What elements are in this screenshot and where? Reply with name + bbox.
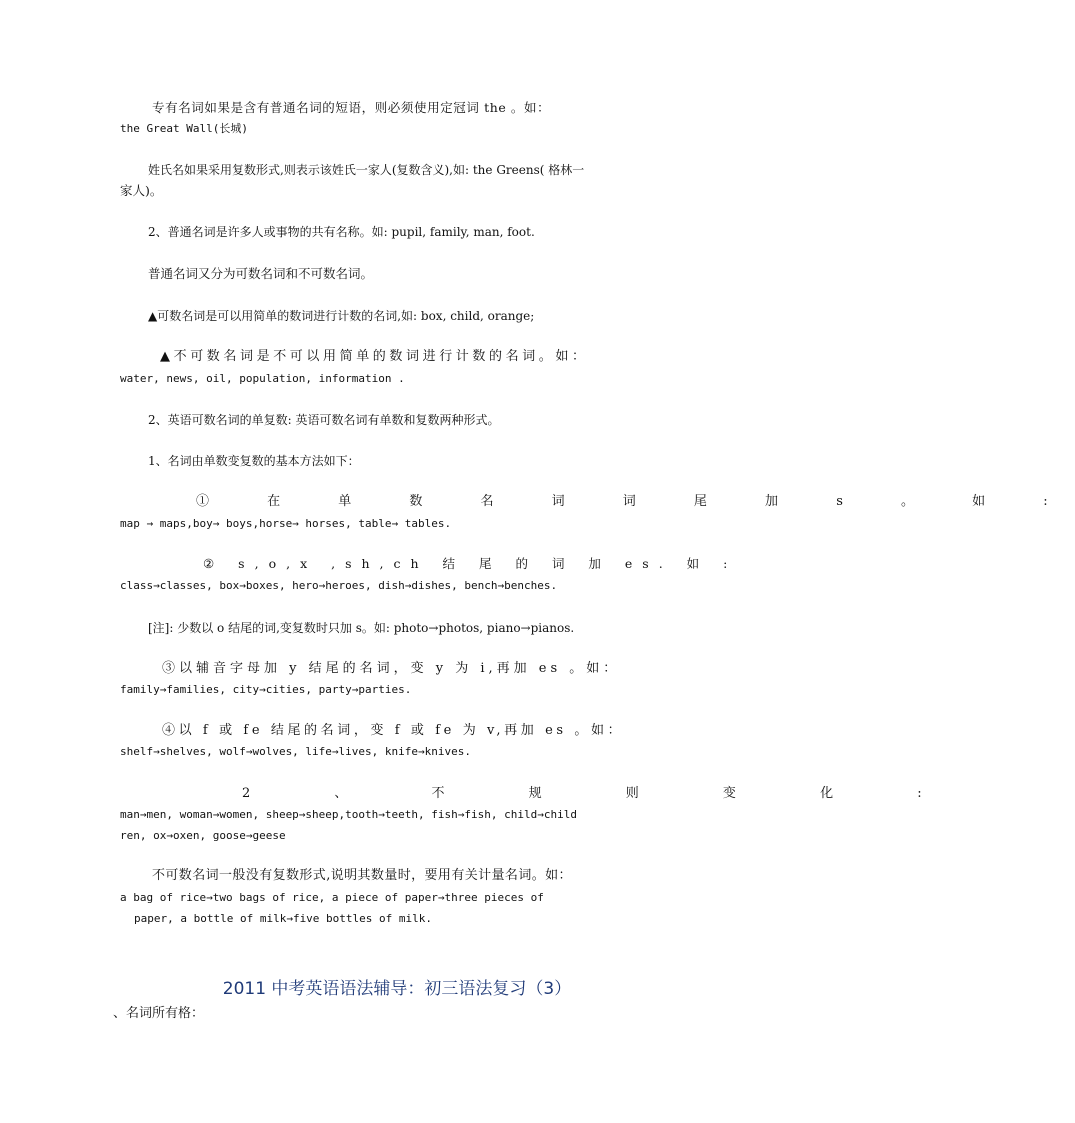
paragraph-singular-plural: 2、英语可数名词的单复数: 英语可数名词有单数和复数两种形式。 <box>148 413 500 427</box>
paragraph-surname-plural-end: 家人)。 <box>120 183 163 198</box>
note-o-ending: [注]: 少数以 o 结尾的词,变复数时只加 s。如: photo→photos, piano→pianos. <box>148 621 575 635</box>
rule-3-examples: family→families, city→cities, party→parties. <box>120 683 412 696</box>
irregular-change-examples: man→men, woman→women, sheep→sheep,tooth→teeth, fish→fish, child→child <box>120 808 577 821</box>
rule-2-title: ② s,o,x ,sh,ch 结 尾 的 词 加 es. 如 : <box>203 556 738 571</box>
paragraph-basic-rules: 1、名词由单数变复数的基本方法如下： <box>148 454 360 468</box>
rule-1-examples: map → maps,boy→ boys,horse→ horses, table→ tables. <box>120 517 452 530</box>
rule-4-examples: shelf→shelves, wolf→wolves, life→lives, knife→knives. <box>120 745 471 758</box>
paragraph-surname-plural: 姓氏名如果采用复数形式,则表示该姓氏一家人(复数含义),如: the Greens( 格林一 <box>148 163 585 177</box>
section-subheading: 、名词所有格： <box>113 1006 205 1021</box>
section-heading: 2011 中考英语语法辅导：初三语法复习（3） <box>222 979 572 999</box>
paragraph-uncountable-quantity-examples: a bag of rice→two bags of rice, a piece of paper→three pieces of <box>120 891 544 904</box>
paragraph-uncountable-quantity-examples-cont: paper, a bottle of milk→five bottles of milk. <box>134 912 433 925</box>
irregular-change-examples-cont: ren, ox→oxen, goose→geese <box>120 829 286 842</box>
rule-2-examples: class→classes, box→boxes, hero→heroes, dish→dishes, bench→benches. <box>120 579 558 592</box>
irregular-change-title: 2 、 不 规 则 变 化 : <box>242 786 962 801</box>
paragraph-uncountable-quantity: 不可数名词一般没有复数形式,说明其数量时，要用有关计量名词。如： <box>152 868 572 883</box>
rule-4-title: ④以 f 或 fe 结尾的名词，变 f 或 fe 为 v,再加 es 。如： <box>162 723 625 738</box>
paragraph-countable-uncountable: 普通名词又分为可数名词和不可数名词。 <box>148 266 374 281</box>
rule-3-title: ③以辅音字母加 y 结尾的名词，变 y 为 i,再加 es 。如： <box>162 661 621 676</box>
paragraph-proper-noun-phrase: 专有名词如果是含有普通名词的短语，则必须使用定冠词 the 。如： <box>152 100 551 115</box>
paragraph-proper-noun-example: the Great Wall(长城) <box>120 122 248 135</box>
paragraph-uncountable-noun: ▲不可数名词是不可以用简单的数词进行计数的名词。如： <box>160 349 589 364</box>
rule-1-title: ① 在 单 数 名 词 词 尾 加 s 。 如 : <box>196 494 1075 509</box>
paragraph-countable-noun: ▲可数名词是可以用简单的数词进行计数的名词,如: box, child, orange; <box>148 309 535 323</box>
paragraph-common-noun: 2、普通名词是许多人或事物的共有名称。如: pupil, family, man, foot. <box>148 225 535 239</box>
paragraph-uncountable-examples: water, news, oil, population, information . <box>120 372 405 385</box>
